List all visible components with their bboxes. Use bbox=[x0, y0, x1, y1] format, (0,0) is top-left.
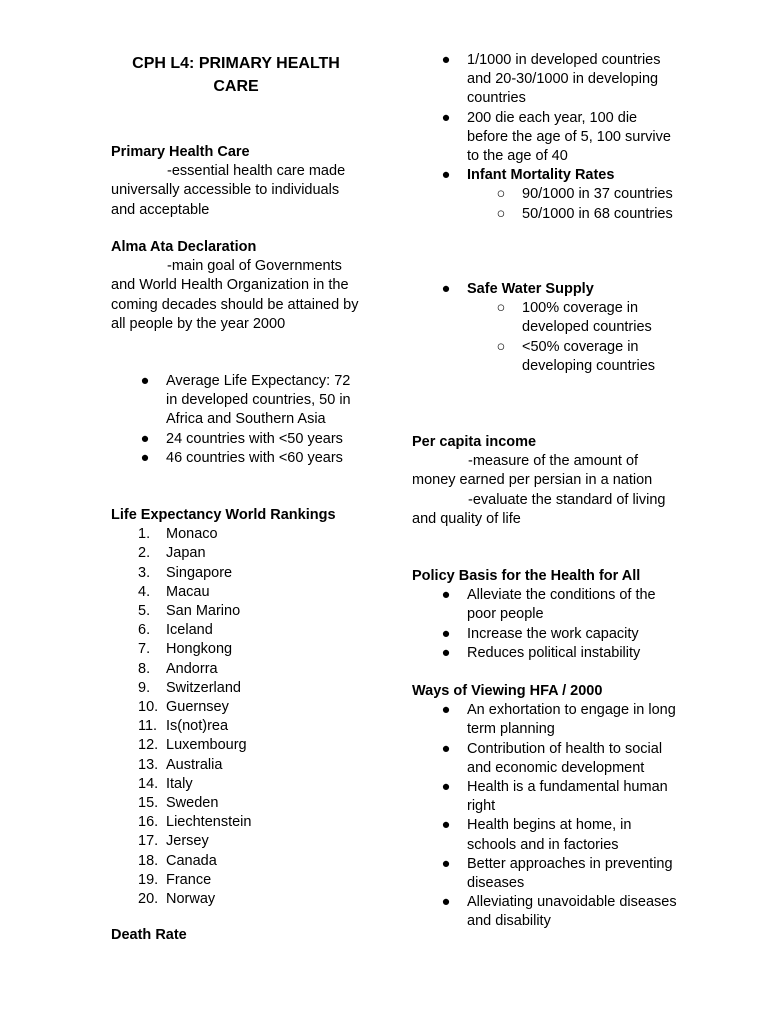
ranking-item bbox=[138, 736, 361, 755]
ranking-number: 4. bbox=[138, 583, 151, 600]
bullet-icon: ● bbox=[441, 894, 451, 911]
ranking-item bbox=[138, 544, 361, 563]
ranking-number: 14. bbox=[138, 775, 159, 792]
ranking-number: 12. bbox=[138, 737, 159, 754]
ranking-number: 6. bbox=[138, 622, 151, 639]
rankings-section bbox=[111, 506, 361, 909]
list-item: ● Safe Water Supply ○ 100% coverage in developed countries ○ <50% coverage in developing countries bbox=[467, 280, 677, 376]
definition-text: -evaluate the standard of living and quality of life bbox=[412, 491, 666, 527]
ranking-number: 9. bbox=[138, 679, 151, 696]
safe-water-section bbox=[412, 280, 677, 376]
ranking-number: 19. bbox=[138, 871, 159, 888]
bullet-icon: ● bbox=[441, 52, 451, 68]
list-item: ● Contribution of health to social and economic development bbox=[441, 740, 663, 776]
ranking-country: France bbox=[166, 871, 212, 888]
ranking-item bbox=[138, 832, 361, 851]
ranking-country: Sweden bbox=[166, 795, 219, 812]
ranking-country: Australia bbox=[166, 756, 223, 773]
ranking-item bbox=[138, 813, 361, 832]
ranking-number: 13. bbox=[138, 756, 159, 773]
ranking-item bbox=[138, 583, 361, 602]
bullet-icon: ● bbox=[441, 779, 451, 796]
policy-basis-section bbox=[412, 567, 677, 663]
sub-list-item: ○ 50/1000 in 68 countries bbox=[522, 205, 677, 224]
ranking-number: 11. bbox=[138, 718, 158, 735]
bullet-icon: ● bbox=[140, 449, 150, 466]
bullet-icon: ● bbox=[441, 740, 451, 757]
list-item: ● Average Life Expectancy: 72 in developed countries, 50 in Africa and Southern Asia bbox=[140, 373, 351, 428]
ranking-item bbox=[138, 564, 361, 583]
list-item: ● Better approaches in preventing diseases bbox=[441, 855, 673, 892]
alma-ata-section bbox=[111, 238, 361, 334]
ways-of-viewing-section bbox=[412, 682, 677, 932]
section-heading: Per capita income bbox=[412, 434, 537, 450]
circle-bullet-icon: ○ bbox=[496, 300, 506, 317]
circle-bullet-icon: ○ bbox=[496, 186, 506, 203]
ranking-number: 10. bbox=[138, 699, 159, 716]
list-item: ● Increase the work capacity bbox=[467, 625, 677, 644]
ranking-country: Jersey bbox=[166, 833, 209, 850]
ranking-item bbox=[138, 756, 361, 775]
death-rate-bullets bbox=[412, 51, 677, 224]
ranking-country: Norway bbox=[166, 891, 216, 908]
list-item: ● Health begins at home, in schools and in factories bbox=[441, 817, 632, 853]
ranking-number: 20. bbox=[138, 891, 159, 908]
ranking-country: Guernsey bbox=[166, 699, 229, 716]
bullet-icon: ● bbox=[441, 855, 451, 872]
bullet-icon: ● bbox=[441, 625, 451, 642]
section-heading: Life Expectancy World Rankings bbox=[111, 507, 336, 523]
ranking-number: 7. bbox=[138, 641, 151, 658]
ranking-country: San Marino bbox=[166, 603, 241, 620]
primary-health-care-section bbox=[111, 143, 361, 220]
ranking-number: 3. bbox=[138, 564, 151, 581]
sub-list-item: ○ 100% coverage in developed countries bbox=[496, 300, 652, 336]
list-item: ● An exhortation to engage in long term planning bbox=[441, 702, 676, 738]
ranking-country: Liechtenstein bbox=[166, 814, 252, 831]
list-item: ● Health is a fundamental human right bbox=[441, 779, 668, 815]
ranking-country: Japan bbox=[166, 545, 206, 562]
ranking-item bbox=[138, 698, 361, 717]
bullet-icon: ● bbox=[441, 817, 451, 834]
ranking-country: Iceland bbox=[166, 622, 213, 639]
circle-bullet-icon: ○ bbox=[496, 205, 506, 222]
ranking-country: Monaco bbox=[166, 526, 218, 543]
ranking-number: 16. bbox=[138, 814, 159, 831]
bullet-icon: ● bbox=[441, 587, 451, 604]
sub-list-item: ○ <50% coverage in developing countries bbox=[496, 338, 656, 374]
list-item: ● 46 countries with <60 years bbox=[166, 449, 361, 468]
bullet-icon: ● bbox=[441, 109, 451, 126]
ranking-number: 5. bbox=[138, 603, 151, 620]
list-item: ● Reduces political instability bbox=[467, 644, 677, 663]
circle-bullet-icon: ○ bbox=[496, 338, 506, 355]
ranking-item bbox=[138, 775, 361, 794]
ranking-country: Hongkong bbox=[166, 641, 233, 658]
definition-text: -main goal of Governments and World Health Organization in the coming decades should be attained by all people by the year 2000 bbox=[111, 258, 359, 332]
section-heading: Ways of Viewing HFA / 2000 bbox=[412, 683, 603, 699]
ranking-country: Switzerland bbox=[166, 679, 241, 696]
ranking-country: Singapore bbox=[166, 564, 233, 581]
bullet-icon: ● bbox=[441, 702, 451, 719]
page-title: CPH L4: PRIMARY HEALTH CARE bbox=[132, 55, 340, 95]
section-heading: Alma Ata Declaration bbox=[111, 239, 257, 255]
list-item: ● 24 countries with <50 years bbox=[166, 430, 361, 449]
list-item: ● Infant Mortality Rates ○ 90/1000 in 37 countries ○ 50/1000 in 68 countries bbox=[467, 166, 677, 224]
bullet-icon: ● bbox=[441, 281, 451, 297]
ranking-number: 17. bbox=[138, 833, 159, 850]
per-capita-income-section bbox=[412, 433, 677, 529]
ranking-item bbox=[138, 640, 361, 659]
ranking-item bbox=[138, 602, 361, 621]
definition-text: -essential health care made universally accessible to individuals and acceptable bbox=[111, 163, 346, 218]
ranking-number: 8. bbox=[138, 660, 151, 677]
ranking-item bbox=[138, 852, 361, 871]
ranking-item bbox=[138, 660, 361, 679]
ranking-item bbox=[138, 871, 361, 890]
ranking-country: Andorra bbox=[166, 660, 218, 677]
ranking-number: 2. bbox=[138, 545, 151, 562]
life-expectancy-bullets bbox=[111, 372, 361, 468]
bullet-icon: ● bbox=[441, 644, 451, 661]
ranking-country: Macau bbox=[166, 583, 210, 600]
ranking-number: 18. bbox=[138, 852, 159, 869]
bullet-icon: ● bbox=[140, 373, 150, 389]
ranking-country: Canada bbox=[166, 852, 217, 869]
ranking-country: Luxembourg bbox=[166, 737, 247, 754]
ranking-country: Is(not)rea bbox=[166, 718, 229, 735]
ranking-item bbox=[138, 679, 361, 698]
list-item: ● 200 die each year, 100 die before the age of 5, 100 survive to the age of 40 bbox=[441, 109, 671, 165]
ranking-country: Italy bbox=[166, 775, 193, 792]
sub-list-item: ○ 90/1000 in 37 countries bbox=[522, 185, 677, 204]
ranking-item bbox=[138, 717, 361, 736]
ranking-item bbox=[138, 621, 361, 640]
list-item: ● Alleviate the conditions of the poor people bbox=[441, 587, 656, 623]
ranking-number: 15. bbox=[138, 795, 159, 812]
list-item: ● Alleviating unavoidable diseases and disability bbox=[441, 894, 677, 930]
bullet-icon: ● bbox=[140, 430, 150, 447]
definition-text: -measure of the amount of money earned per persian in a nation bbox=[412, 453, 653, 489]
death-rate-section bbox=[111, 926, 361, 945]
bullet-icon: ● bbox=[441, 167, 451, 184]
section-heading: Death Rate bbox=[111, 927, 187, 943]
rankings-list bbox=[111, 525, 361, 909]
section-heading: Primary Health Care bbox=[111, 144, 250, 160]
ranking-number: 1. bbox=[138, 526, 151, 543]
ranking-item bbox=[138, 794, 361, 813]
ranking-item bbox=[138, 890, 361, 909]
section-heading: Policy Basis for the Health for All bbox=[412, 568, 641, 584]
list-item: ● 1/1000 in developed countries and 20-30/1000 in developing countries bbox=[441, 52, 661, 107]
ranking-item bbox=[138, 525, 361, 544]
